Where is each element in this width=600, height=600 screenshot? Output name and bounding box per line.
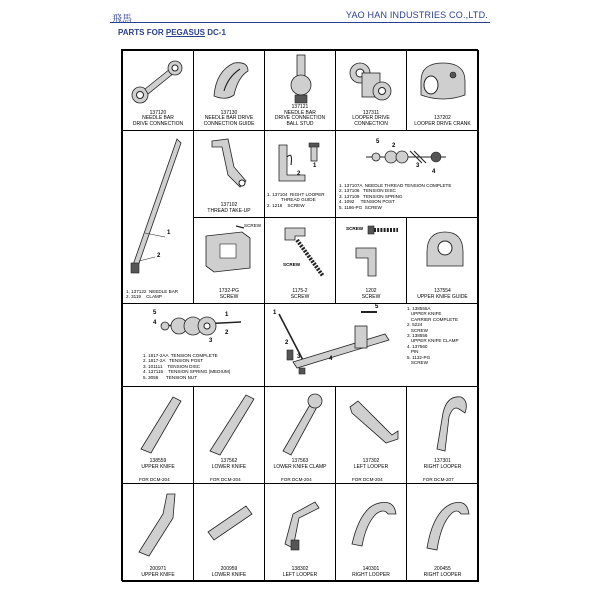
- tension-complete-illustration: [123, 304, 265, 352]
- lower-knife-200959-illustration: [194, 484, 265, 560]
- part-cell-138555A: [264, 303, 479, 387]
- part-cell-137301: [406, 386, 479, 484]
- looper-drive-connection-illustration: [336, 51, 407, 111]
- callout-2: 2: [297, 171, 301, 177]
- part-caption: 137121 NEEDLE BAR DRIVE CONNECTION BALL STUD: [274, 103, 326, 128]
- part-caption: 138559 UPPER KNIFE: [141, 458, 175, 471]
- left-looper-illustration: [336, 387, 407, 457]
- part-caption: 200959 LOWER KNIFE: [211, 566, 247, 579]
- part-caption: 137130 NEEDLE BAR DRIVE CONNECTION GUIDE: [203, 109, 255, 128]
- callout-3: 3: [209, 338, 213, 344]
- part-cell-200455: [406, 483, 479, 582]
- part-cell-137202: [406, 50, 479, 131]
- model-note: FOR DCM-204: [210, 477, 241, 482]
- needle-bar-parts-list: 1. 137122 NEEDLE BAR 2. 3119 CLAMP: [126, 289, 179, 300]
- upper-knife-guide-illustration: [407, 218, 479, 284]
- part-cell-137107A: [335, 130, 479, 218]
- parts-grid: [121, 49, 478, 581]
- model-note: FOR DCM-204: [139, 477, 170, 482]
- ball-stud-illustration: [265, 51, 336, 111]
- tension-parts-list: 1. 137107A NEEDLE THREAD TENSION COMPLETE 2. 137106 TENSION DISC 3. 137109 TENSION SPRING 4. 1092 TENSION POST 5. 1186-PG SCREW: [339, 183, 452, 210]
- needle-bar-drive-connection-illustration: [123, 51, 194, 111]
- part-caption: 137562 LOWER KNIFE: [211, 458, 247, 471]
- part-caption: 137311 LOOPER DRIVE CONNECTION: [352, 109, 390, 128]
- callout-4: 4: [153, 320, 157, 326]
- model-note: FOR DCM-207: [423, 477, 454, 482]
- callout-5: 5: [375, 304, 379, 310]
- needle-bar-drive-guide-illustration: [194, 51, 265, 111]
- model-label: DC-1: [207, 28, 226, 37]
- part-cell-138559: [122, 386, 194, 484]
- header-rule: [110, 22, 490, 23]
- looper-guide-parts-list: 1. 137104 RIGHT LOOPER THREAD GUIDE 2. 1216 SCREW: [267, 192, 325, 208]
- part-cell-137121: [264, 50, 336, 131]
- callout-1: 1: [313, 163, 317, 169]
- screw-label: SCREW: [283, 262, 301, 267]
- looper-drive-crank-illustration: [407, 51, 479, 111]
- part-cell-137302: [335, 386, 407, 484]
- part-caption: 137301 RIGHT LOOPER: [423, 458, 462, 471]
- part-caption: 137120 NEEDLE BAR DRIVE CONNECTION: [132, 109, 184, 128]
- callout-5: 5: [376, 139, 380, 145]
- part-cell-137130: [193, 50, 265, 131]
- right-looper-thread-guide-illustration: [265, 131, 336, 191]
- part-caption: 137302 LEFT LOOPER: [353, 458, 389, 471]
- part-cell-138302: [264, 483, 336, 582]
- part-caption: 137554 UPPER KNIFE GUIDE: [417, 288, 468, 301]
- part-cell-200959: [193, 483, 265, 582]
- callout-2: 2: [285, 340, 289, 346]
- part-caption: 140301 RIGHT LOOPER: [352, 566, 390, 579]
- company-name: YAO HAN INDUSTRIES CO.,LTD.: [345, 10, 488, 20]
- part-caption: 137202 LOOPER DRIVE CRANK: [414, 115, 471, 128]
- screw-label: SCREW: [244, 223, 262, 228]
- tension-complete-parts-list: 1. 1817-2AA TENSION COMPLETE 2. 1817-2A TENSION POST 3. 101111 TENSION DISC 4. 137115 TENSION SPRING (MEDIUM) 5. 3056 TENSION NUT: [143, 353, 231, 380]
- part-caption: 137563 LOWER KNIFE CLAMP: [273, 458, 327, 471]
- part-cell-137120: [122, 50, 194, 131]
- left-looper-138302-illustration: [265, 484, 336, 560]
- part-caption: 138302 LEFT LOOPER: [282, 566, 318, 579]
- part-cell-137554: [406, 217, 479, 304]
- callout-2: 2: [392, 143, 396, 149]
- screw-label: SCREW: [346, 226, 364, 231]
- part-cell-137102: [193, 130, 265, 218]
- part-caption: 1175-2 SCREW: [290, 288, 310, 301]
- screw-1175-illustration: [265, 218, 336, 284]
- right-looper-200455-illustration: [407, 484, 479, 560]
- part-cell-1175-2: [264, 217, 336, 304]
- callout-3: 3: [416, 163, 420, 169]
- thread-take-up-illustration: [194, 131, 265, 201]
- model-note: FOR DCM-204: [352, 477, 383, 482]
- part-caption: 200455 RIGHT LOOPER: [423, 566, 462, 579]
- right-looper-140301-illustration: [336, 484, 407, 560]
- callout-5: 5: [153, 310, 157, 316]
- model-note: FOR DCM-204: [281, 477, 312, 482]
- right-looper-illustration: [407, 387, 479, 457]
- upper-knife-200971-illustration: [123, 484, 194, 560]
- part-cell-140301: [335, 483, 407, 582]
- callout-1: 1: [167, 230, 171, 236]
- part-caption: 137102 THREAD TAKE-UP: [207, 202, 251, 215]
- knife-carrier-parts-list: 1. 138555A UPPER KNIFE CARRIER COMPLETE 2. 5224 SCREW 3. 138556 UPPER KNIFE CLAMP 4. 137560 PIN 5. 1132-PG SCREW: [407, 306, 459, 366]
- callout-3: 3: [297, 354, 301, 360]
- part-caption: 1202 SCREW: [361, 288, 381, 301]
- parts-for-label: PARTS FOR: [118, 28, 164, 37]
- callout-2: 2: [157, 253, 161, 259]
- callout-4: 4: [432, 169, 436, 175]
- lower-knife-clamp-illustration: [265, 387, 336, 457]
- needle-thread-tension-illustration: [336, 131, 479, 183]
- part-cell-200971: [122, 483, 194, 582]
- callout-1: 1: [273, 310, 277, 316]
- callout-4: 4: [329, 356, 333, 362]
- part-cell-1202: [335, 217, 407, 304]
- part-caption: 200971 UPPER KNIFE: [141, 566, 175, 579]
- callout-2: 2: [225, 330, 229, 336]
- part-cell-137562: [193, 386, 265, 484]
- part-cell-1817-2AA: [122, 303, 265, 387]
- page-title: [118, 28, 226, 37]
- lower-knife-illustration: [194, 387, 265, 457]
- brand-label: PEGASUS: [165, 28, 205, 37]
- part-cell-137311: [335, 50, 407, 131]
- upper-knife-illustration: [123, 387, 194, 457]
- callout-1: 1: [225, 312, 229, 318]
- part-cell-137563: [264, 386, 336, 484]
- part-cell-needle-bar: [122, 130, 194, 304]
- company-logo: 飛馬: [112, 14, 132, 25]
- part-cell-1732-PG: [193, 217, 265, 304]
- part-cell-137104: [264, 130, 336, 218]
- part-caption: 1732-PG SCREW: [218, 288, 239, 301]
